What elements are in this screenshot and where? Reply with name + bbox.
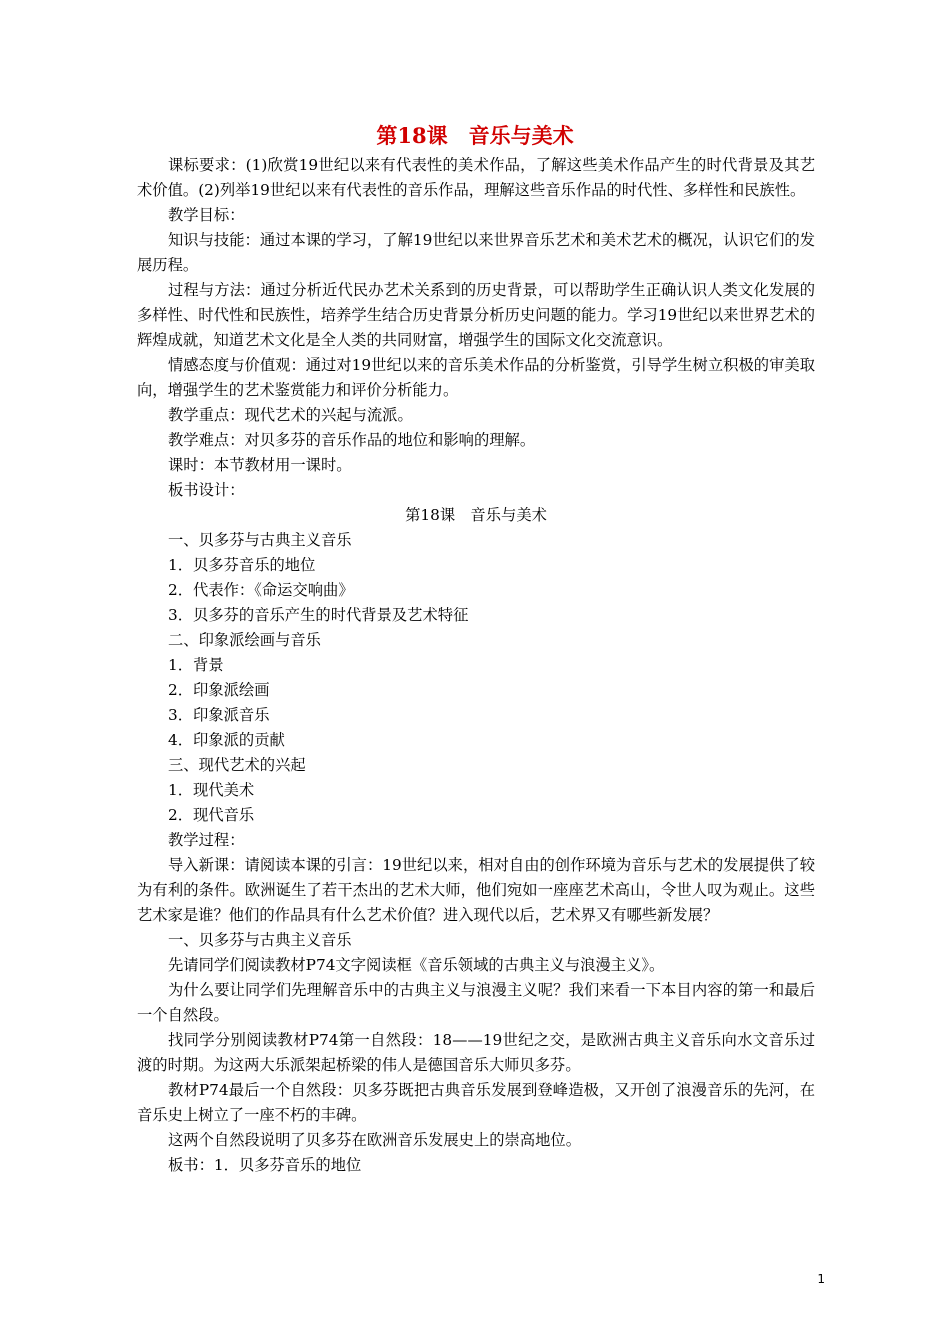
- board-design-heading: 板书设计：: [168, 481, 245, 499]
- outline-item: 一、贝多芬与古典主义音乐: [168, 531, 352, 549]
- knowledge-skills: 知识与技能：通过本课的学习，了解19世纪以来世界音乐艺术和美术艺术的概况，认识它们的发展历程。: [137, 231, 815, 274]
- attitudes-values: 情感态度与价值观：通过对19世纪以来的音乐美术作品的分析鉴赏，引导学生树立积极的审美取向，增强学生的艺术鉴赏能力和评价分析能力。: [137, 356, 815, 399]
- board-note: 板书：1．贝多芬音乐的地位: [168, 1156, 362, 1174]
- outline-item: 1．背景: [168, 656, 224, 674]
- outline-item: 2．印象派绘画: [168, 681, 270, 699]
- body-paragraph: 这两个自然段说明了贝多芬在欧洲音乐发展史上的崇高地位。: [168, 1131, 582, 1149]
- section-heading: 一、贝多芬与古典主义音乐: [168, 931, 352, 949]
- outline-item: 1．贝多芬音乐的地位: [168, 556, 316, 574]
- intro-paragraph: 导入新课：请阅读本课的引言：19世纪以来，相对自由的创作环境为音乐与艺术的发展提供了较为有利的条件。欧洲诞生了若干杰出的艺术大师，他们宛如一座座艺术高山，令世人叹为观止。这些艺术家是谁？他们的作品具有什么艺术价值？进入现代以后，艺术界又有哪些新发展？: [137, 856, 815, 924]
- outline-item: 三、现代艺术的兴起: [168, 756, 306, 774]
- outline-item: 二、印象派绘画与音乐: [168, 631, 321, 649]
- teaching-focus: 教学重点：现代艺术的兴起与流派。: [168, 406, 413, 424]
- lesson-title: 第18课 音乐与美术: [376, 123, 574, 148]
- body-paragraph: 教材P74最后一个自然段：贝多芬既把古典音乐发展到登峰造极，又开创了浪漫音乐的先河，在音乐史上树立了一座不朽的丰碑。: [137, 1081, 815, 1124]
- body-paragraph: 先请同学们阅读教材P74文字阅读框《音乐领域的古典主义与浪漫主义》。: [168, 956, 665, 974]
- lesson-body: [137, 153, 815, 1178]
- teaching-difficulty: 教学难点：对贝多芬的音乐作品的地位和影响的理解。: [168, 431, 536, 449]
- outline-item: 3．贝多芬的音乐产生的时代背景及艺术特征: [168, 606, 469, 624]
- outline-item: 2．现代音乐: [168, 806, 255, 824]
- body-paragraph: 找同学分别阅读教材P74第一自然段：18——19世纪之交，是欧洲古典主义音乐向水文音乐过渡的时期。为这两大乐派架起桥梁的伟人是德国音乐大师贝多芬。: [137, 1031, 815, 1074]
- curriculum-requirements: 课标要求：(1)欣赏19世纪以来有代表性的美术作品，了解这些美术作品产生的时代背景及其艺术价值。(2)列举19世纪以来有代表性的音乐作品，理解这些音乐作品的时代性、多样性和民族性。: [137, 156, 815, 199]
- outline-item: 1．现代美术: [168, 781, 255, 799]
- outline-item: 2．代表作：《命运交响曲》: [168, 581, 354, 599]
- page-number: 1: [817, 1272, 825, 1286]
- outline-item: 4．印象派的贡献: [168, 731, 285, 749]
- teaching-goals-heading: 教学目标：: [168, 206, 245, 224]
- outline-item: 3．印象派音乐: [168, 706, 270, 724]
- process-methods: 过程与方法：通过分析近代民办艺术关系到的历史背景，可以帮助学生正确认识人类文化发展的多样性、时代性和民族性，培养学生结合历史背景分析历史问题的能力。学习19世纪以来世界艺术的辉煌成就，知道艺术文化是全人类的共同财富，增强学生的国际文化交流意识。: [137, 281, 815, 349]
- board-title: 第18课 音乐与美术: [405, 506, 547, 524]
- body-paragraph: 为什么要让同学们先理解音乐中的古典主义与浪漫主义呢？我们来看一下本目内容的第一和最后一个自然段。: [137, 981, 815, 1024]
- teaching-process-heading: 教学过程：: [168, 831, 245, 849]
- class-hours: 课时：本节教材用一课时。: [168, 456, 352, 474]
